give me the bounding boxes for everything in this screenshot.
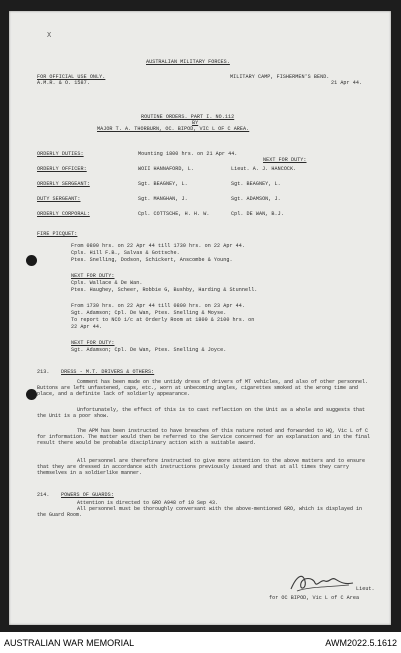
- duty-current: WOII HANNAFORD, L.: [138, 166, 194, 172]
- fire-picquet-line: To report to NCO i/c at Orderly Room at 1800 & 2100 hrs. on: [71, 317, 255, 323]
- duty-next: Sgt. ADAMSON, J.: [231, 196, 281, 202]
- next-for-duty-label: NEXT FOR DUTY:: [71, 340, 115, 346]
- duty-role: ORDERLY CORPORAL:: [37, 211, 90, 217]
- duty-role: DUTY SERGEANT:: [37, 196, 81, 202]
- section-paragraph: Unfortunately, the effect of this is to cast reflection on the Unit as a whole and suggests that the Unit is a poor show.: [37, 407, 366, 420]
- next-duty-line: Sgt. Adamson; Cpl. De Wan, Ptes. Snelling & Joyce.: [71, 347, 227, 353]
- next-duty-line: Cpls. Wallace & De Wan.: [71, 280, 143, 286]
- section-paragraph: All personnel are therefore instructed to give more attention to the above matters and to ensure that they are dressed in accordance with instructions previously issued and that at all times they carry themselves in a soldierlike manner.: [37, 458, 366, 477]
- fire-picquet-line: From 1730 hrs. on 22 Apr 44 till 0800 hrs. on 23 Apr 44.: [71, 303, 245, 309]
- duty-role: ORDERLY SERGEANT:: [37, 181, 90, 187]
- section-number: 213.: [37, 369, 50, 375]
- duty-current: Mounting 1800 hrs. on 21 Apr 44.: [138, 151, 238, 157]
- next-duty-line: Ptes. Haughey, Scheer, Robbie G, Bushby, Harding & Stunnell.: [71, 287, 258, 293]
- duty-next: Lieut. A. J. HANCOCK.: [231, 166, 297, 172]
- duty-role: ORDERLY DUTIES:: [37, 151, 84, 157]
- camp-location: MILITARY CAMP, FISHERMEN'S BEND.: [230, 74, 330, 80]
- duty-next: Cpl. DE WAN, B.J.: [231, 211, 284, 217]
- punch-hole: [26, 255, 37, 266]
- fire-picquet-line: 22 Apr 44.: [71, 324, 103, 330]
- section-number: 214.: [37, 492, 50, 498]
- handwritten-signature: [287, 571, 357, 595]
- routine-orders-title: ROUTINE ORDERS. PART I. NO.112: [141, 114, 235, 120]
- section-paragraph: All personnel must be thoroughly conversant with the above-mentioned GRO, which is displayed in the Guard Room.: [37, 506, 363, 519]
- section-title: DRESS - M.T. DRIVERS & OTHERS:: [61, 369, 155, 375]
- duty-current: Cpl. COTTSCHE, H. H. W.: [138, 211, 210, 217]
- section-paragraph: The APM has been instructed to have breaches of this nature noted and forwarded to HQ, Vic L of C for information. The matter would then be referred to the Service concerned for an explanation and in the final result there would be probable disciplinary action with a suitable award.: [37, 428, 371, 447]
- official-use-label: FOR OFFICIAL USE ONLY.: [37, 74, 106, 80]
- archive-reference: AWM2022.5.1612: [325, 637, 397, 648]
- archive-footer: [0, 632, 401, 653]
- duty-role: ORDERLY OFFICER:: [37, 166, 87, 172]
- fire-picquet-line: Ptes. Snelling, Dodson, Schickert, Anscombe & Young.: [71, 257, 233, 263]
- archive-name: AUSTRALIAN WAR MEMORIAL: [4, 637, 135, 648]
- fire-picquet-line: Cpls. Hill F.B., Salvas & Gottsche.: [71, 250, 180, 256]
- by-label: BY: [192, 120, 199, 126]
- fire-picquet-line: Sgt. Adamson; Cpl. De Wan, Ptes. Snelling & Moyse.: [71, 310, 227, 316]
- fire-picquet-label: FIRE PICQUET:: [37, 231, 78, 237]
- next-for-duty-heading: NEXT FOR DUTY:: [263, 157, 307, 163]
- signature-for-line: for OC BIPOD, Vic L of C Area: [269, 595, 360, 601]
- punch-hole: [26, 389, 37, 400]
- next-for-duty-label: NEXT FOR DUTY:: [71, 273, 115, 279]
- duty-next: Sgt. BEAGNEY, L.: [231, 181, 281, 187]
- corner-mark: X: [47, 32, 52, 40]
- issuing-officer: MAJOR T. A. THORBURN, OC. BIPOD, VIC L OF C AREA.: [97, 126, 250, 132]
- section-paragraph: Comment has been made on the untidy dress of drivers of MT vehicles, and also of other personnel. Buttons are left unfastened, caps, etc., worn at unbecoming angles, cigarettes smoked at the wrong time and place, and a definite lack of soldierly appearance.: [37, 379, 369, 398]
- duty-current: Sgt. BEAGNEY, L.: [138, 181, 188, 187]
- duty-current: Sgt. MANGHAN, J.: [138, 196, 188, 202]
- signature-rank: Lieut.: [356, 586, 375, 592]
- section-paragraph: Attention is directed to GRO A948 of 10 Sep 43.: [77, 500, 219, 506]
- amr-reference: A.M.R. & O. 1587.: [37, 80, 90, 86]
- fire-picquet-line: From 0800 hrs. on 22 Apr 44 till 1730 hrs. on 22 Apr 44.: [71, 243, 245, 249]
- document-heading: AUSTRALIAN MILITARY FORCES.: [146, 59, 230, 65]
- document-date: 21 Apr 44.: [331, 80, 363, 86]
- section-title: POWERS OF GUARDS:: [61, 492, 114, 498]
- document-page: [9, 11, 391, 625]
